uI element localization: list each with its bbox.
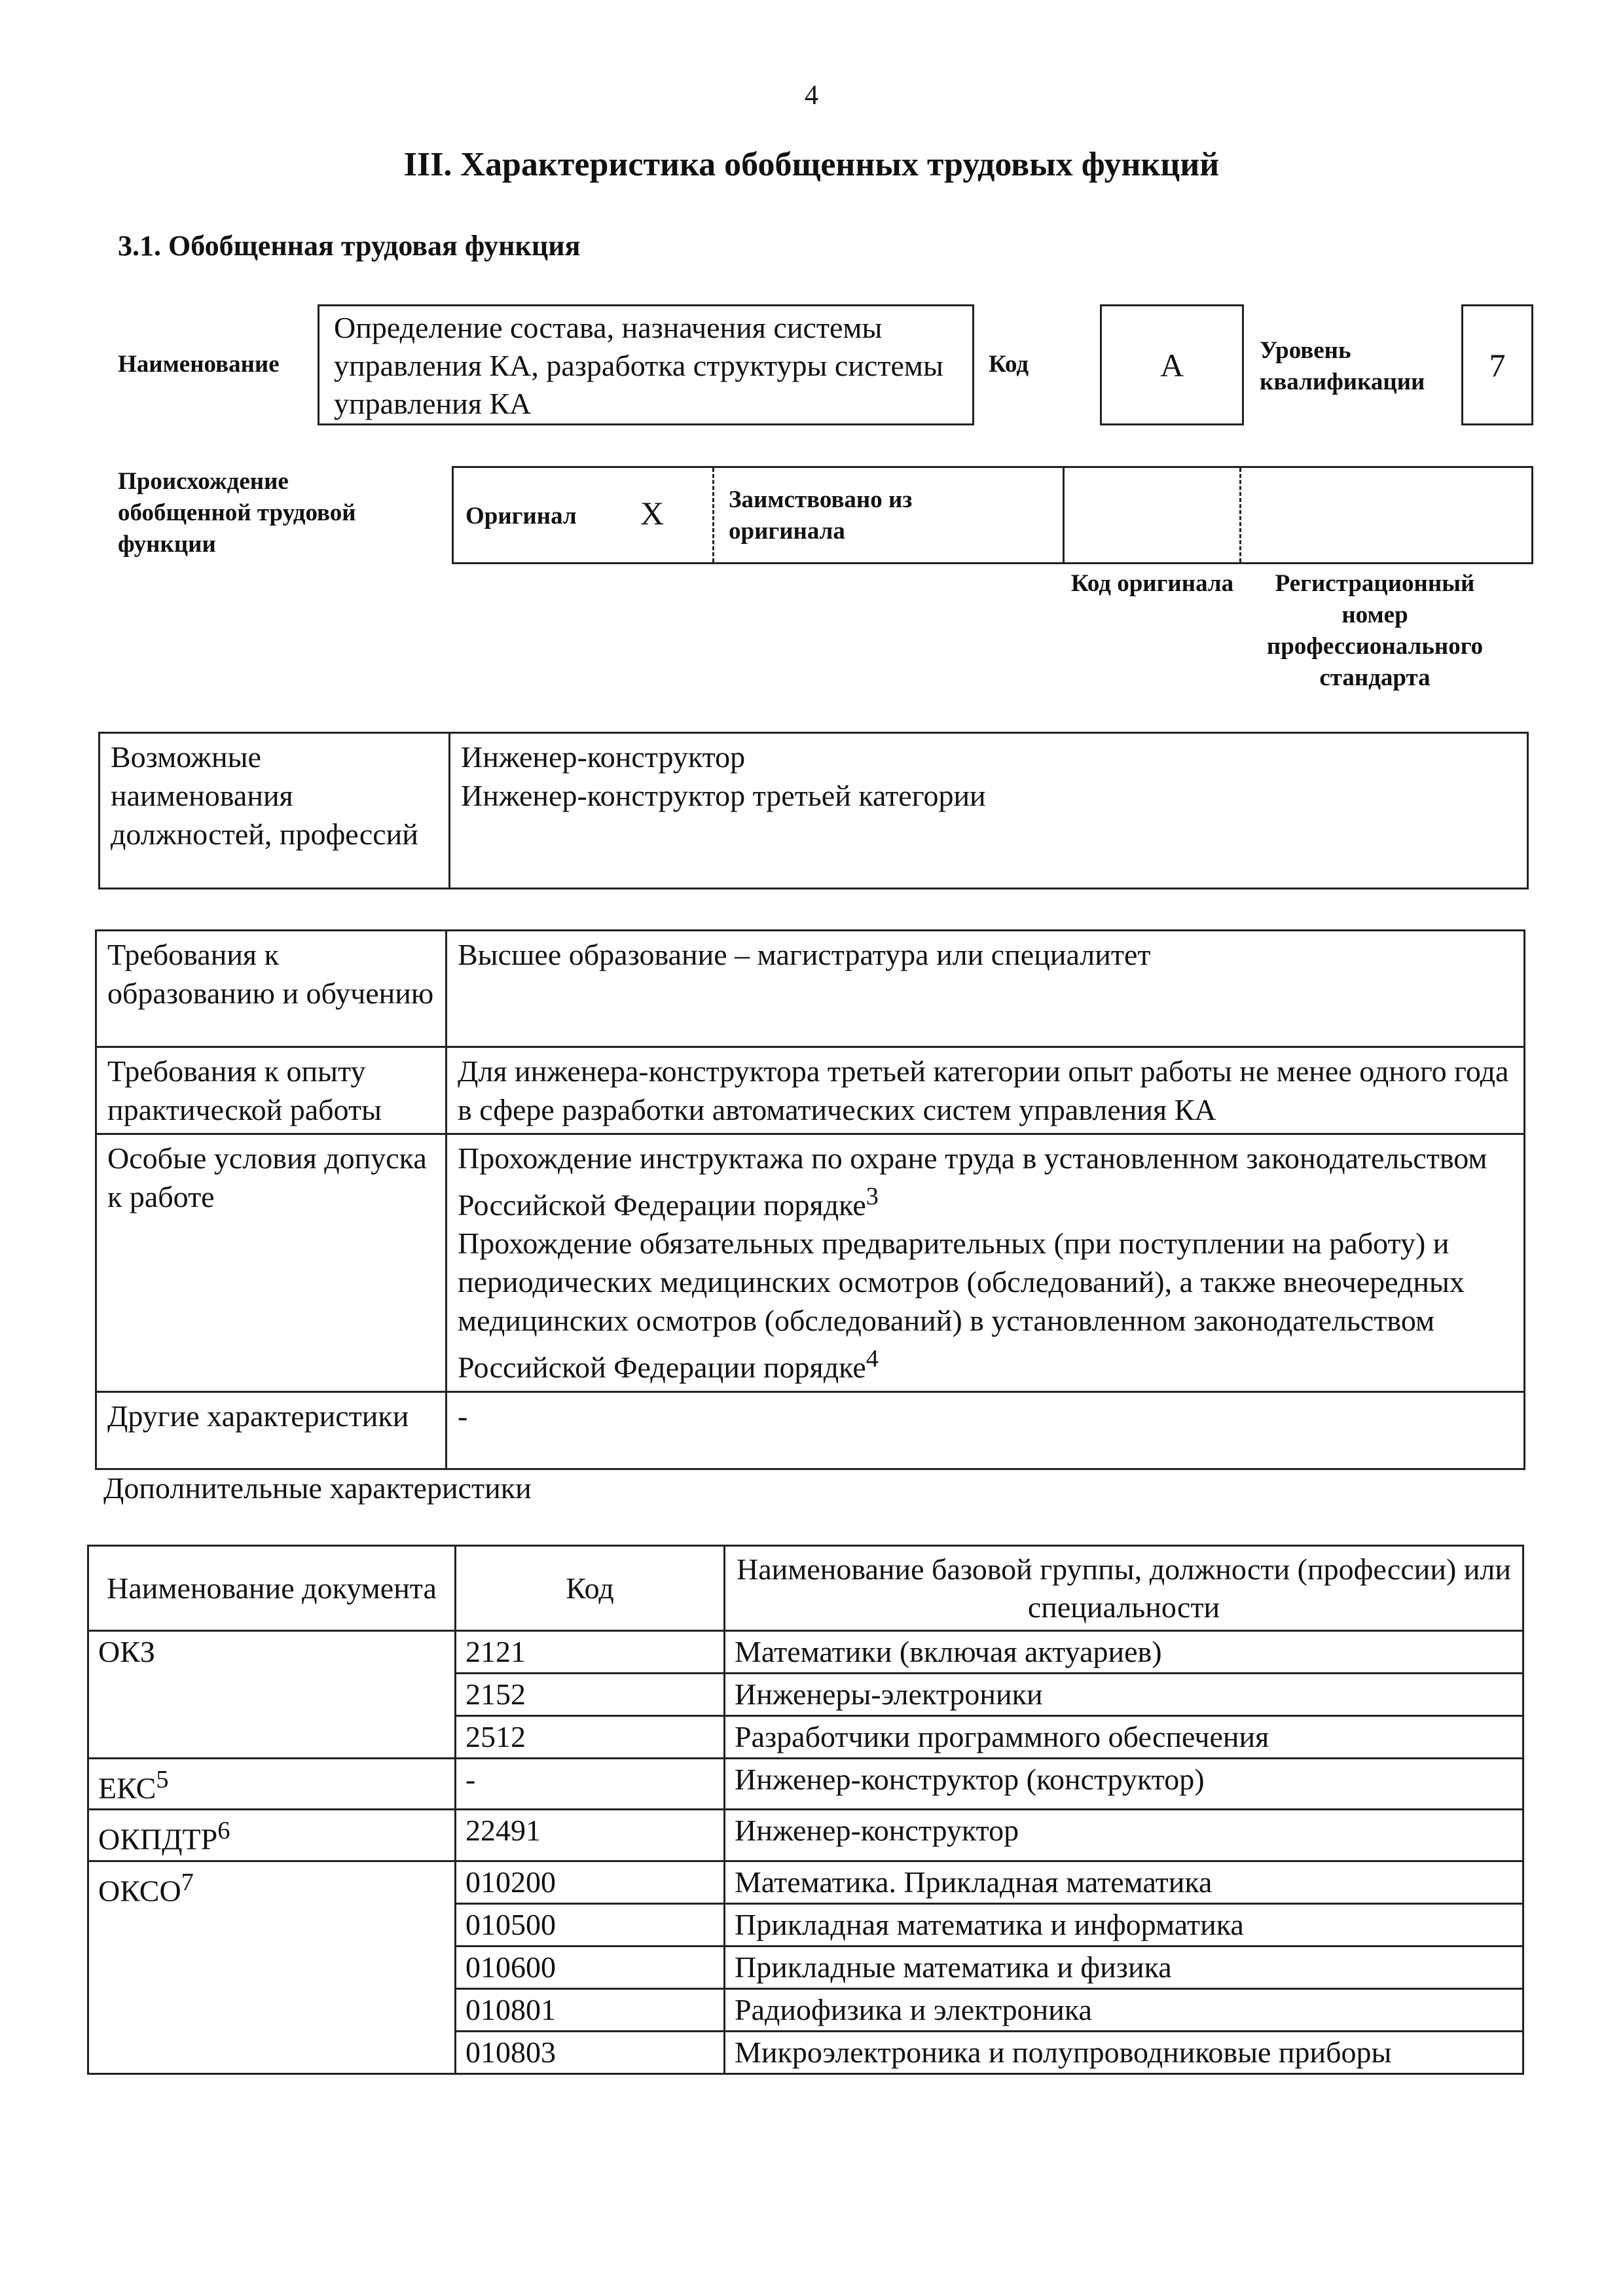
page-number: 4 — [805, 81, 818, 111]
doc-name: ОКСО — [98, 1873, 181, 1907]
origin-label: Происхождение обобщенной трудовой функции — [118, 468, 356, 558]
code-cell: 2512 — [456, 1716, 725, 1759]
requirements-table — [95, 929, 1525, 1470]
doc-cell — [88, 1810, 456, 1861]
name-cell: Разработчики программного обеспечения — [725, 1716, 1523, 1759]
req-admission-label: Особые условия допуска к работе — [96, 1134, 447, 1392]
positions-values — [450, 733, 1528, 889]
code-cell: 010801 — [456, 1988, 725, 2031]
origin-divider-3 — [1239, 468, 1241, 562]
code-value: А — [1159, 346, 1184, 384]
positions-label: Возможные наименования должностей, профессий — [100, 733, 450, 889]
name-cell: Инженер-конструктор (конструктор) — [725, 1759, 1523, 1810]
doc-cell — [88, 1759, 456, 1810]
subsection-title: 3.1. Обобщенная трудовая функция — [118, 230, 581, 262]
name-cell: Микроэлектроника и полупроводниковые приборы — [725, 2031, 1523, 2073]
code-original-caption: Код оригинала — [1070, 570, 1234, 597]
code-cell: 22491 — [456, 1810, 725, 1861]
req-other-value: - — [447, 1391, 1525, 1469]
code-label: Код — [989, 351, 1029, 378]
req-admission-text-1: Прохождение инструктажа по охране труда в установленном законодательством Российской Федерации порядке — [458, 1141, 1487, 1222]
code-cell: 010600 — [456, 1946, 725, 1988]
original-mark: X — [640, 495, 665, 531]
origin-divider-2 — [1063, 468, 1065, 562]
level-label: Уровень квалификации — [1260, 337, 1425, 395]
origin-box — [452, 466, 1533, 564]
level-value: 7 — [1489, 346, 1506, 384]
doc-cell — [88, 1631, 456, 1759]
name-cell: Прикладные математика и физика — [725, 1946, 1523, 1988]
code-cell: 2152 — [456, 1674, 725, 1716]
name-label: Наименование — [118, 351, 280, 378]
code-cell: 010803 — [456, 2031, 725, 2073]
name-value: Определение состава, назначения системы управления КА, разработка структуры системы управления КА — [334, 311, 943, 420]
req-education-value: Высшее образование – магистратура или специалитет — [447, 931, 1525, 1047]
code-cell: 010200 — [456, 1861, 725, 1903]
footnote-ref-3: 3 — [866, 1183, 879, 1210]
origin-divider-1 — [712, 468, 714, 562]
name-cell: Инженеры-электроники — [725, 1674, 1523, 1716]
req-experience-label: Требования к опыту практической работы — [96, 1047, 447, 1134]
footnote-ref-5: 5 — [156, 1766, 169, 1793]
doc-name: ОКПДТР — [98, 1822, 218, 1856]
col-header-document: Наименование документа — [88, 1546, 456, 1631]
position-item: Инженер-конструктор — [461, 740, 746, 774]
doc-name: ЕКС — [98, 1771, 156, 1805]
additional-table — [87, 1545, 1524, 2075]
positions-table — [98, 732, 1529, 889]
col-header-name: Наименование базовой группы, должности (профессии) или специальности — [725, 1546, 1523, 1631]
req-admission-value — [447, 1134, 1525, 1392]
req-education-label: Требования к образованию и обучению — [96, 931, 447, 1047]
doc-name: ОКЗ — [98, 1635, 155, 1668]
section-title: III. Характеристика обобщенных трудовых функций — [403, 146, 1220, 183]
name-value-box — [318, 304, 974, 425]
req-experience-value: Для инженера-конструктора третьей категории опыт работы не менее одного года в сфере разработки автоматических систем управления КА — [447, 1047, 1525, 1134]
name-cell: Математика. Прикладная математика — [725, 1861, 1523, 1903]
original-label: Оригинал — [465, 503, 577, 529]
borrowed-label: Заимствовано из оригинала — [729, 486, 913, 545]
name-cell: Математики (включая актуариев) — [725, 1631, 1523, 1674]
footnote-ref-4: 4 — [866, 1345, 879, 1373]
col-header-code: Код — [456, 1546, 725, 1631]
footnote-ref-7: 7 — [181, 1868, 194, 1896]
additional-title: Дополнительные характеристики — [103, 1471, 532, 1505]
code-value-box — [1100, 304, 1244, 425]
level-value-box — [1461, 304, 1533, 425]
code-cell: - — [456, 1759, 725, 1810]
name-cell: Инженер-конструктор — [725, 1810, 1523, 1861]
name-cell: Прикладная математика и информатика — [725, 1903, 1523, 1946]
code-cell: 010500 — [456, 1903, 725, 1946]
footnote-ref-6: 6 — [217, 1817, 230, 1845]
doc-cell — [88, 1861, 456, 2073]
req-other-label: Другие характеристики — [96, 1391, 447, 1469]
position-item: Инженер-конструктор третьей категории — [461, 779, 986, 812]
name-cell: Радиофизика и электроника — [725, 1988, 1523, 2031]
req-admission-text-2: Прохождение обязательных предварительных (при поступлении на работу) и периодических медицинских осмотров (обследований), а также внеочередных медицинских осмотров (обследований) в установленном законодательством Российской Федерации порядке — [458, 1227, 1465, 1384]
code-cell: 2121 — [456, 1631, 725, 1674]
reg-number-caption: Регистрационный номер профессионального стандарта — [1266, 570, 1484, 691]
